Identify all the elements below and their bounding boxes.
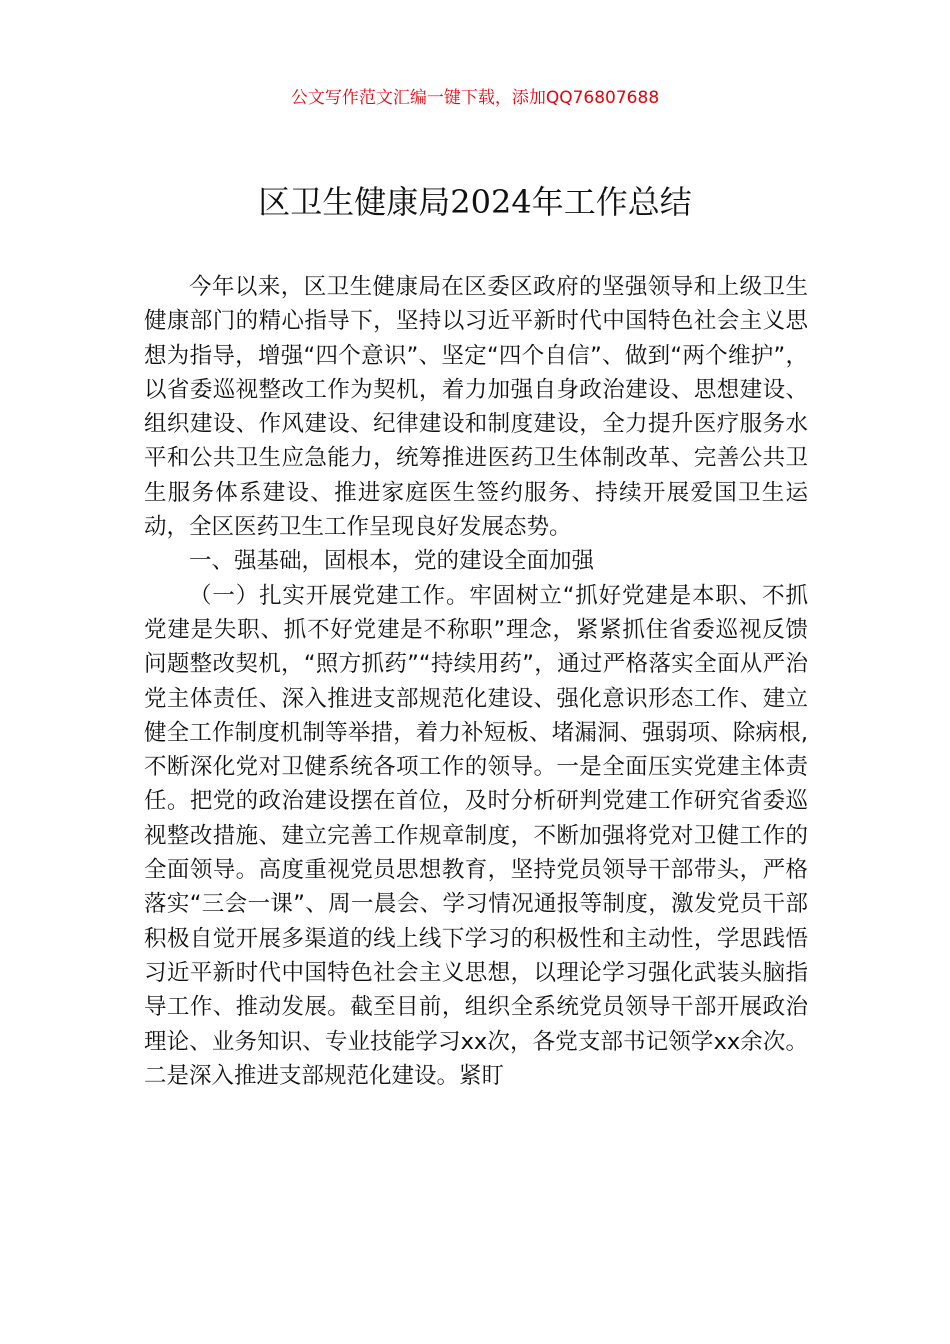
body-paragraph: （一）扎实开展党建工作。牢固树立“抓好党建是本职、不抓党建是失职、抓不好党建是不称职”理念，紧紧抓住省委巡视反馈问题整改契机，“照方抓药”“持续用药”，通过严格落实全面从严治党主体责任、深入推进支部规范化建设、强化意识形态工作、建立健全工作制度机制等举措，着力补短板、堵漏洞、强弱项、除病根,不断深化党对卫健系统各项工作的领导。一是全面压实党建主体责任。把党的政治建设摆在首位，及时分析研判党建工作研究省委巡视整改措施、建立完善工作规章制度，不断加强将党对卫健工作的全面领导。高度重视党员思想教育，坚持党员领导干部带头，严格落实“三会一课”、周一晨会、学习情况通报等制度，激发党员干部积极自觉开展多渠道的线上线下学习的积极性和主动性，学思践悟习近平新时代中国特色社会主义思想，以理论学习强化武装头脑指导工作、推动发展。截至目前，组织全系统党员领导干部开展政治理论、业务知识、专业技能学习xx次，各党支部书记领学xx余次。二是深入推进支部规范化建设。紧盯 (144, 582, 808, 1089)
watermark-banner: 公文写作范文汇编一键下载，添加QQ76807688 (290, 88, 660, 108)
intro-paragraph: 今年以来，区卫生健康局在区委区政府的坚强领导和上级卫生健康部门的精心指导下，坚持以习近平新时代中国特色社会主义思想为指导，增强“四个意识”、坚定“四个自信”、做到“两个维护”，以省委巡视整改工作为契机，着力加强自身政治建设、思想建设、组织建设、作风建设、纪律建设和制度建设，全力提升医疗服务水平和公共卫生应急能力，统筹推进医药卫生体制改革、完善公共卫生服务体系建设、推进家庭医生签约服务、持续开展爱国卫生运动，全区医药卫生工作呈现良好发展态势。 (144, 274, 808, 541)
document-title: 区卫生健康局2024年工作总结 (258, 183, 692, 221)
document-body (144, 270, 808, 1093)
section-heading-1: 一、强基础，固根本，党的建设全面加强 (189, 548, 595, 575)
